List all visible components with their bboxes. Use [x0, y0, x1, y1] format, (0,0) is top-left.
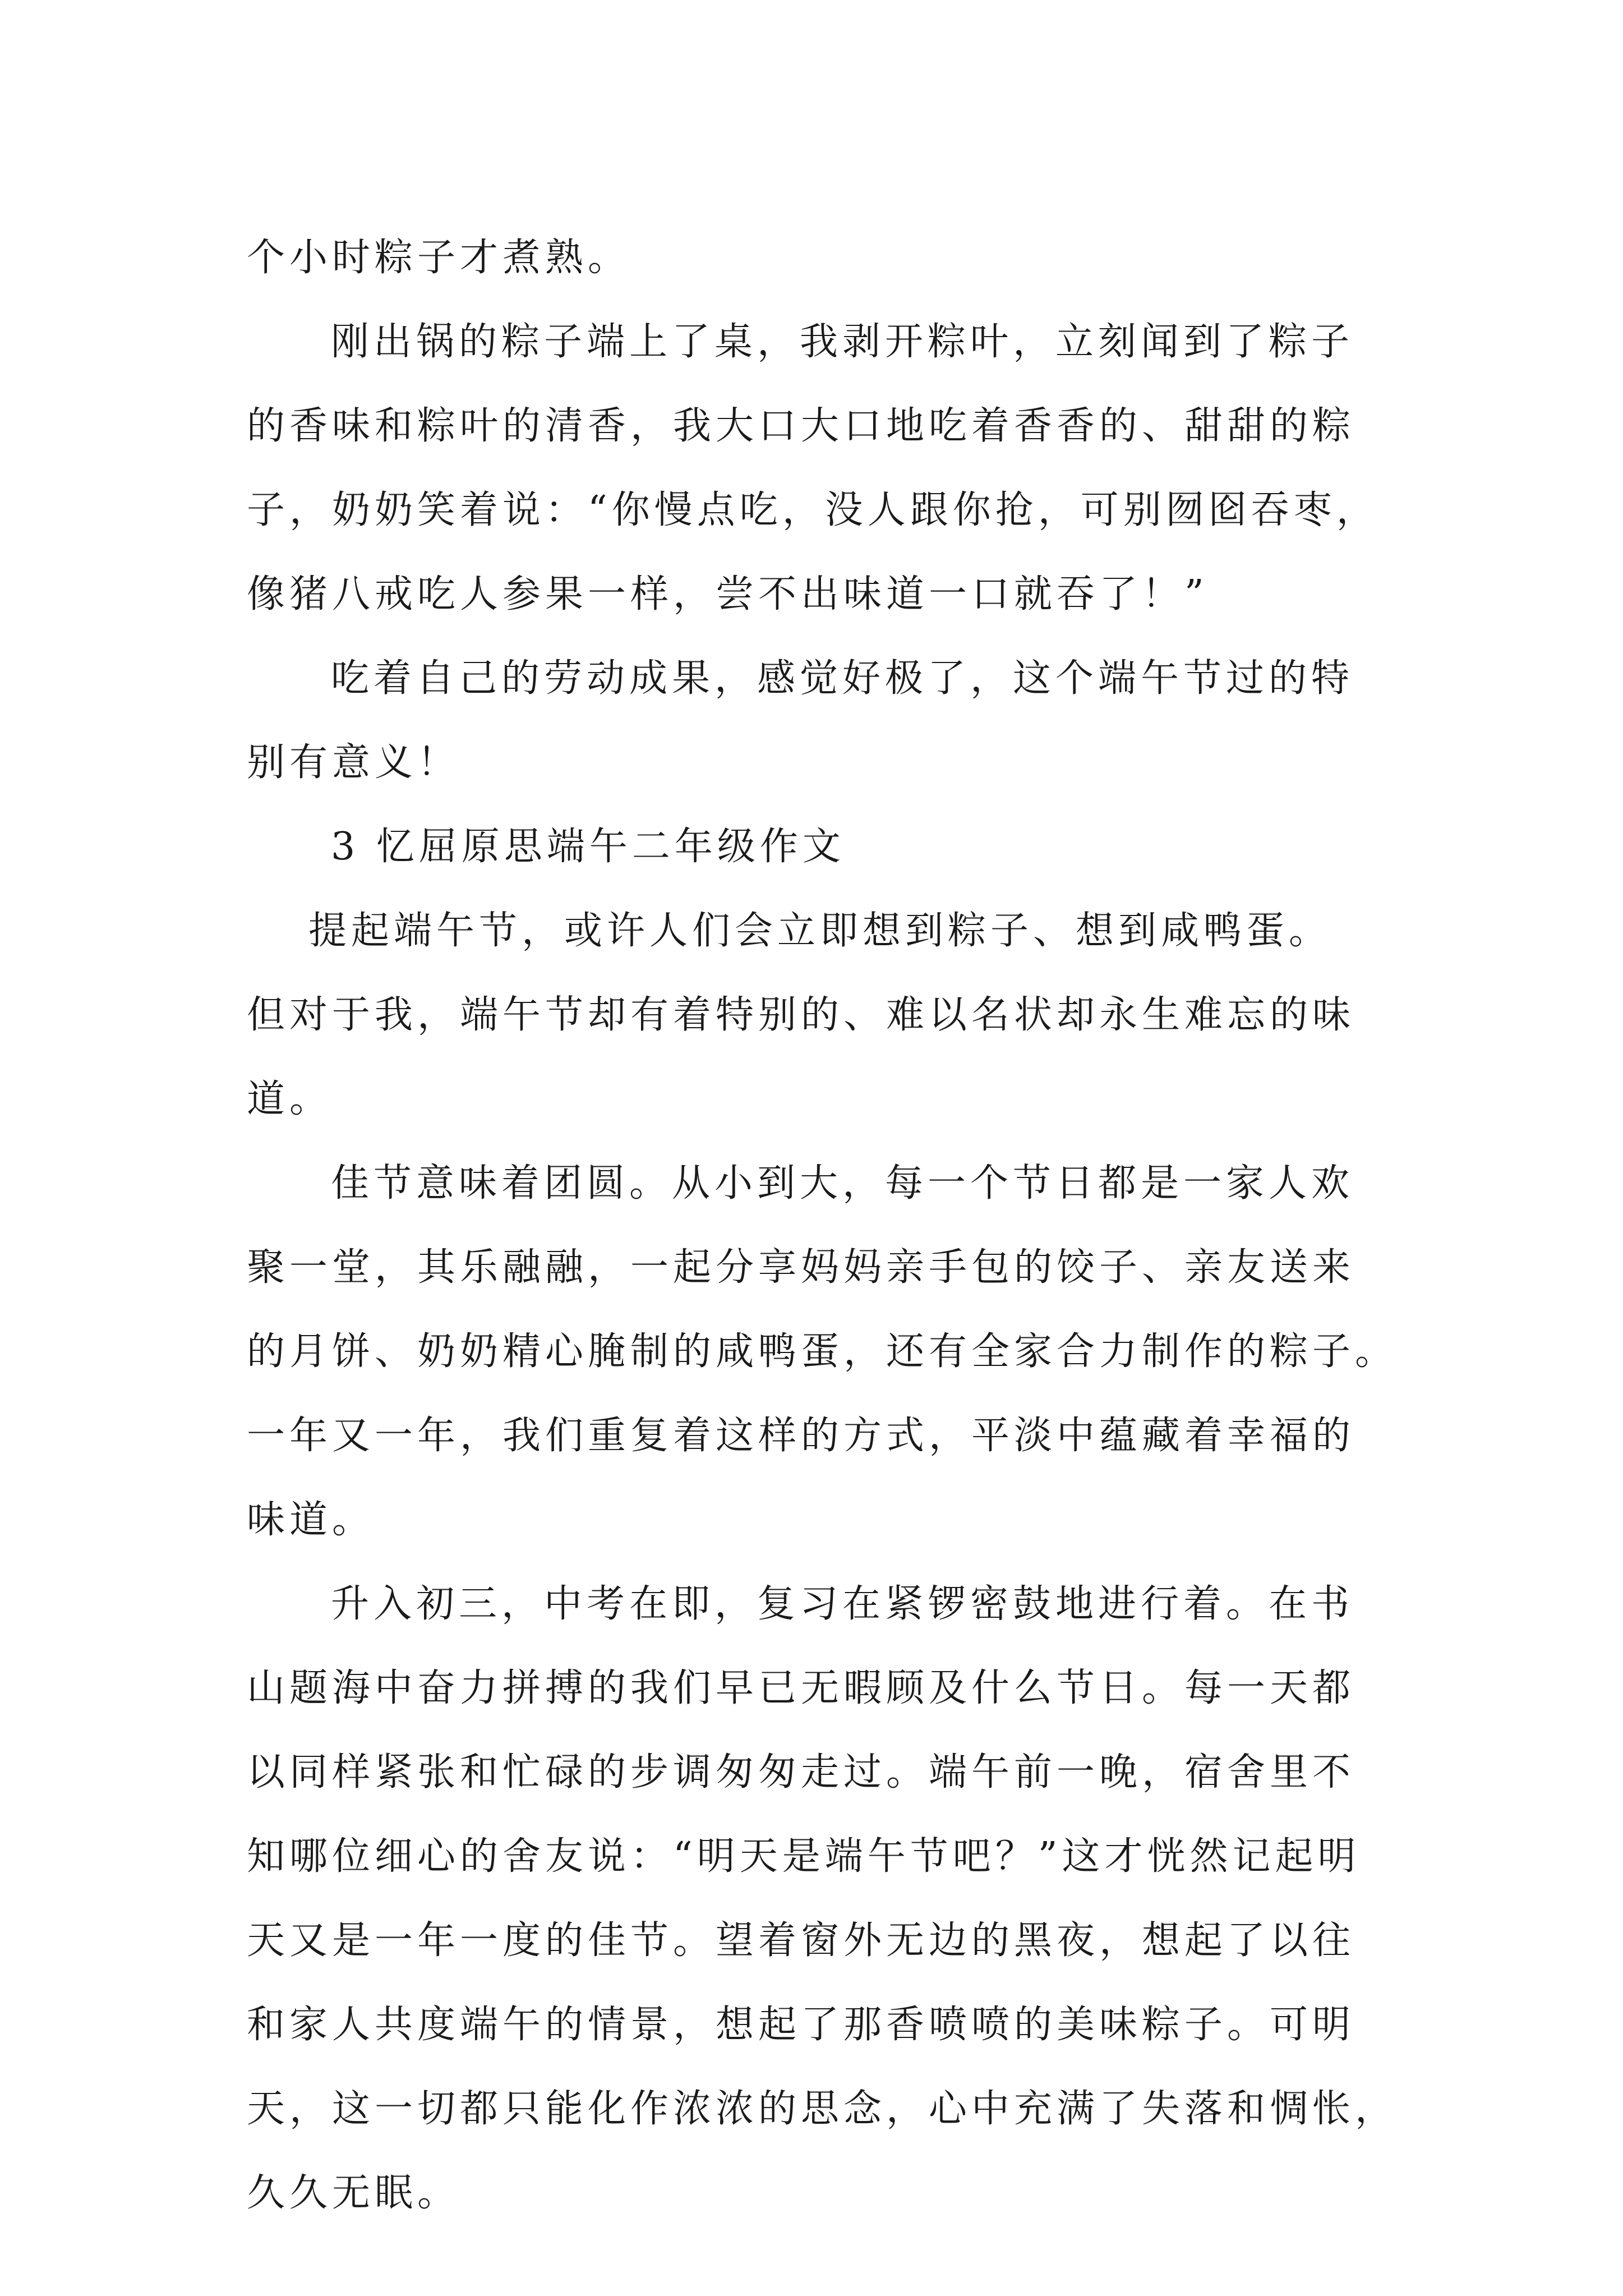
text-line: 道。 [247, 1077, 333, 1121]
text-line: 天又是一年一度的佳节。望着窗外无边的黑夜，想起了以往 [247, 1918, 1355, 1963]
text-line: 像猪八戒吃人参果一样，尝不出味道一口就吞了！” [247, 572, 1209, 616]
text-line: 提起端午节，或许人们会立即想到粽子、想到咸鸭蛋。 [308, 909, 1332, 953]
text-line: 个小时粽子才煮熟。 [247, 236, 631, 280]
document-body [247, 216, 1436, 2235]
text-line: 一年又一年，我们重复着这样的方式，平淡中蕴藏着幸福的 [247, 1414, 1355, 1458]
text-line: 佳节意味着团圆。从小到大，每一个节日都是一家人欢 [331, 1161, 1354, 1205]
text-line: 子，奶奶笑着说：“你慢点吃，没人跟你抢，可别囫囵吞枣， [247, 488, 1379, 532]
text-line: 以同样紧张和忙碌的步调匆匆走过。端午前一晚，宿舍里不 [247, 1750, 1355, 1795]
text-line: 聚一堂，其乐融融，一起分享妈妈亲手包的饺子、亲友送来 [247, 1245, 1355, 1290]
text-line: 天，这一切都只能化作浓浓的思念，心中充满了失落和惆怅， [247, 2087, 1398, 2131]
text-line: 和家人共度端午的情景，想起了那香喷喷的美味粽子。可明 [247, 2003, 1355, 2047]
text-line: 久久无眠。 [247, 2171, 460, 2215]
text-line: 的香味和粽叶的清香，我大口大口地吃着香香的、甜甜的粽 [247, 404, 1355, 448]
text-line: 知哪位细心的舍友说：“明天是端午节吧？”这才恍然记起明 [247, 1834, 1361, 1879]
text-line: 但对于我，端午节却有着特别的、难以名状却永生难忘的味 [247, 993, 1355, 1037]
text-line: 的月饼、奶奶精心腌制的咸鸭蛋，还有全家合力制作的粽子。 [247, 1329, 1398, 1374]
text-line: 味道。 [247, 1498, 375, 1542]
text-line: 3 忆屈原思端午二年级作文 [331, 825, 845, 869]
text-line: 刚出锅的粽子端上了桌，我剥开粽叶，立刻闻到了粽子 [331, 320, 1354, 364]
text-line: 山题海中奋力拼搏的我们早已无暇顾及什么节日。每一天都 [247, 1666, 1355, 1710]
text-line: 升入初三，中考在即，复习在紧锣密鼓地进行着。在书 [331, 1582, 1354, 1626]
text-line: 吃着自己的劳动成果，感觉好极了，这个端午节过的特 [331, 656, 1354, 701]
text-line: 别有意义！ [247, 740, 460, 785]
